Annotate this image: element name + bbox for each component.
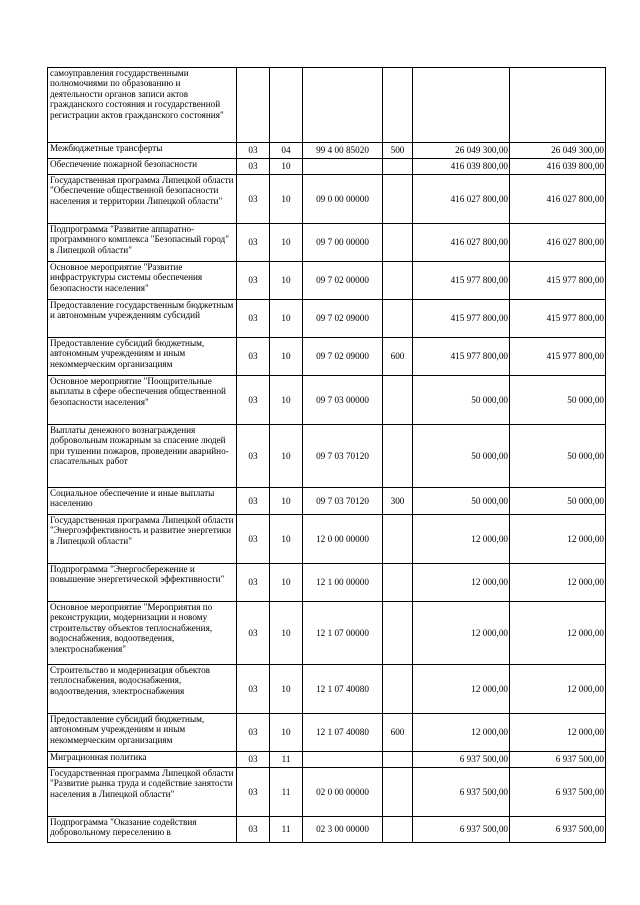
cell-target-code: 12 1 07 00000 (303, 602, 383, 665)
cell-subsection: 10 (270, 602, 303, 665)
cell-subsection: 10 (270, 224, 303, 262)
cell-expense-type (383, 602, 413, 665)
cell-section: 03 (237, 159, 270, 175)
cell-amount-2: 415 977 800,00 (510, 300, 606, 338)
cell-name: Государственная программа Липецкой области "Энергоэффективность и развитие энергетики в Липецкой области" (48, 515, 237, 564)
cell-section: 03 (237, 768, 270, 817)
cell-section: 03 (237, 564, 270, 602)
table-row (48, 752, 606, 768)
cell-name: Предоставление субсидий бюджетным, автономным учреждениям и иным некоммерческим организациям (48, 714, 237, 752)
cell-target-code (303, 159, 383, 175)
cell-section: 03 (237, 143, 270, 159)
table-row (48, 159, 606, 175)
cell-section: 03 (237, 175, 270, 224)
cell-expense-type (383, 175, 413, 224)
cell-amount-1: 6 937 500,00 (413, 752, 510, 768)
cell-subsection: 10 (270, 488, 303, 515)
cell-expense-type (383, 159, 413, 175)
table-row (48, 817, 606, 843)
cell-amount-2: 50 000,00 (510, 488, 606, 515)
cell-section: 03 (237, 488, 270, 515)
table-row (48, 515, 606, 564)
cell-name: Предоставление субсидий бюджетным, автономным учреждениям и иным некоммерческим организациям (48, 338, 237, 376)
cell-target-code: 12 1 07 40080 (303, 714, 383, 752)
cell-name: Основное мероприятие "Мероприятия по реконструкции, модернизации и новому строительству объектов теплоснабжения, водоснабжения, водоотведения, электроснабжения" (48, 602, 237, 665)
cell-amount-2: 12 000,00 (510, 714, 606, 752)
cell-amount-1: 416 039 800,00 (413, 159, 510, 175)
table-row (48, 224, 606, 262)
cell-subsection: 10 (270, 425, 303, 488)
cell-amount-1: 50 000,00 (413, 425, 510, 488)
cell-subsection: 10 (270, 714, 303, 752)
cell-target-code: 09 7 03 70120 (303, 488, 383, 515)
cell-subsection: 10 (270, 376, 303, 425)
cell-name: Подпрограмма "Оказание содействия добровольному переселению в (48, 817, 237, 843)
cell-amount-1: 12 000,00 (413, 564, 510, 602)
cell-expense-type (383, 224, 413, 262)
cell-expense-type (383, 817, 413, 843)
cell-subsection: 11 (270, 752, 303, 768)
cell-amount-2: 26 049 300,00 (510, 143, 606, 159)
cell-section: 03 (237, 752, 270, 768)
cell-expense-type (383, 425, 413, 488)
cell-name: Строительство и модернизация объектов теплоснабжения, водоснабжения, водоотведения, электроснабжения (48, 665, 237, 714)
cell-name: Межбюджетные трансферты (48, 143, 237, 159)
cell-expense-type: 300 (383, 488, 413, 515)
table-row (48, 300, 606, 338)
cell-amount-2: 416 027 800,00 (510, 224, 606, 262)
cell-subsection: 10 (270, 175, 303, 224)
cell-expense-type (383, 665, 413, 714)
cell-section: 03 (237, 224, 270, 262)
cell-subsection: 10 (270, 159, 303, 175)
cell-name: Предоставление государственным бюджетным и автономным учреждениям субсидий (48, 300, 237, 338)
cell-name: Основное мероприятие "Поощрительные выплаты в сфере обеспечения общественной безопасности населения" (48, 376, 237, 425)
table-row (48, 425, 606, 488)
table-row (48, 338, 606, 376)
cell-expense-type (383, 768, 413, 817)
cell-target-code: 09 7 03 70120 (303, 425, 383, 488)
cell-target-code: 09 7 02 09000 (303, 300, 383, 338)
table-row (48, 262, 606, 300)
table-row (48, 665, 606, 714)
cell-amount-2 (510, 68, 606, 143)
cell-subsection: 10 (270, 300, 303, 338)
cell-amount-1: 415 977 800,00 (413, 300, 510, 338)
cell-amount-2: 12 000,00 (510, 602, 606, 665)
cell-name: Миграционная политика (48, 752, 237, 768)
table-row (48, 143, 606, 159)
table-row (48, 564, 606, 602)
table-row (48, 488, 606, 515)
table-row (48, 714, 606, 752)
cell-name: Социальное обеспечение и иные выплаты населению (48, 488, 237, 515)
cell-section: 03 (237, 515, 270, 564)
budget-table (47, 67, 606, 843)
cell-expense-type (383, 68, 413, 143)
cell-amount-1: 12 000,00 (413, 665, 510, 714)
table-row (48, 175, 606, 224)
cell-name: Государственная программа Липецкой области "Развитие рынка труда и содействие занятости населения в Липецкой области" (48, 768, 237, 817)
cell-name: Государственная программа Липецкой области "Обеспечение общественной безопасности населения и территории Липецкой области" (48, 175, 237, 224)
cell-amount-2: 415 977 800,00 (510, 338, 606, 376)
cell-expense-type: 600 (383, 338, 413, 376)
cell-subsection (270, 68, 303, 143)
cell-section: 03 (237, 376, 270, 425)
cell-target-code: 99 4 00 85020 (303, 143, 383, 159)
cell-expense-type (383, 752, 413, 768)
cell-target-code (303, 752, 383, 768)
cell-target-code: 09 0 00 00000 (303, 175, 383, 224)
cell-section: 03 (237, 602, 270, 665)
table-row (48, 376, 606, 425)
cell-target-code: 02 0 00 00000 (303, 768, 383, 817)
cell-expense-type (383, 564, 413, 602)
cell-amount-1: 416 027 800,00 (413, 224, 510, 262)
cell-target-code: 09 7 02 00000 (303, 262, 383, 300)
cell-expense-type: 500 (383, 143, 413, 159)
cell-name: самоуправления государственными полномочиями по образованию и деятельности органов записи актов гражданского состояния и государственной регистрации актов гражданского состояния" (48, 68, 237, 143)
cell-name: Подпрограмма "Энергосбережение и повышение энергетической эффективности" (48, 564, 237, 602)
cell-expense-type (383, 376, 413, 425)
cell-section: 03 (237, 425, 270, 488)
cell-name: Основное мероприятие "Развитие инфраструктуры системы обеспечения безопасности населения" (48, 262, 237, 300)
cell-amount-2: 50 000,00 (510, 376, 606, 425)
cell-subsection: 04 (270, 143, 303, 159)
cell-subsection: 10 (270, 515, 303, 564)
cell-amount-1 (413, 68, 510, 143)
cell-section: 03 (237, 338, 270, 376)
cell-subsection: 10 (270, 665, 303, 714)
cell-amount-2: 12 000,00 (510, 515, 606, 564)
cell-target-code: 02 3 00 00000 (303, 817, 383, 843)
table-row (48, 68, 606, 143)
cell-section: 03 (237, 817, 270, 843)
cell-section: 03 (237, 714, 270, 752)
cell-name: Подпрограмма "Развитие аппаратно-программного комплекса "Безопасный город" в Липецкой области" (48, 224, 237, 262)
cell-amount-1: 50 000,00 (413, 488, 510, 515)
cell-amount-1: 415 977 800,00 (413, 262, 510, 300)
cell-subsection: 10 (270, 338, 303, 376)
cell-section: 03 (237, 665, 270, 714)
table-row (48, 602, 606, 665)
cell-target-code: 12 1 00 00000 (303, 564, 383, 602)
cell-amount-2: 12 000,00 (510, 564, 606, 602)
cell-subsection: 10 (270, 564, 303, 602)
cell-amount-1: 26 049 300,00 (413, 143, 510, 159)
table-body (48, 68, 606, 843)
cell-expense-type (383, 515, 413, 564)
cell-subsection: 10 (270, 262, 303, 300)
cell-amount-1: 416 027 800,00 (413, 175, 510, 224)
cell-amount-2: 50 000,00 (510, 425, 606, 488)
budget-page (47, 67, 605, 843)
cell-name: Обеспечение пожарной безопасности (48, 159, 237, 175)
cell-amount-2: 415 977 800,00 (510, 262, 606, 300)
cell-amount-1: 12 000,00 (413, 602, 510, 665)
cell-subsection: 11 (270, 768, 303, 817)
cell-name: Выплаты денежного вознаграждения добровольным пожарным за спасение людей при тушении пожаров, проведении аварийно-спасательных работ (48, 425, 237, 488)
cell-section: 03 (237, 300, 270, 338)
cell-subsection: 11 (270, 817, 303, 843)
cell-amount-1: 12 000,00 (413, 515, 510, 564)
cell-amount-1: 415 977 800,00 (413, 338, 510, 376)
cell-target-code: 12 1 07 40080 (303, 665, 383, 714)
cell-target-code: 09 7 00 00000 (303, 224, 383, 262)
cell-amount-1: 12 000,00 (413, 714, 510, 752)
cell-amount-2: 416 027 800,00 (510, 175, 606, 224)
cell-amount-2: 6 937 500,00 (510, 768, 606, 817)
cell-amount-2: 12 000,00 (510, 665, 606, 714)
cell-expense-type (383, 262, 413, 300)
cell-amount-1: 6 937 500,00 (413, 817, 510, 843)
cell-expense-type: 600 (383, 714, 413, 752)
cell-amount-1: 50 000,00 (413, 376, 510, 425)
cell-target-code (303, 68, 383, 143)
cell-amount-1: 6 937 500,00 (413, 768, 510, 817)
cell-section: 03 (237, 262, 270, 300)
cell-amount-2: 6 937 500,00 (510, 752, 606, 768)
cell-amount-2: 6 937 500,00 (510, 817, 606, 843)
table-row (48, 768, 606, 817)
cell-target-code: 09 7 03 00000 (303, 376, 383, 425)
cell-target-code: 09 7 02 09000 (303, 338, 383, 376)
cell-expense-type (383, 300, 413, 338)
cell-section (237, 68, 270, 143)
cell-amount-2: 416 039 800,00 (510, 159, 606, 175)
cell-target-code: 12 0 00 00000 (303, 515, 383, 564)
